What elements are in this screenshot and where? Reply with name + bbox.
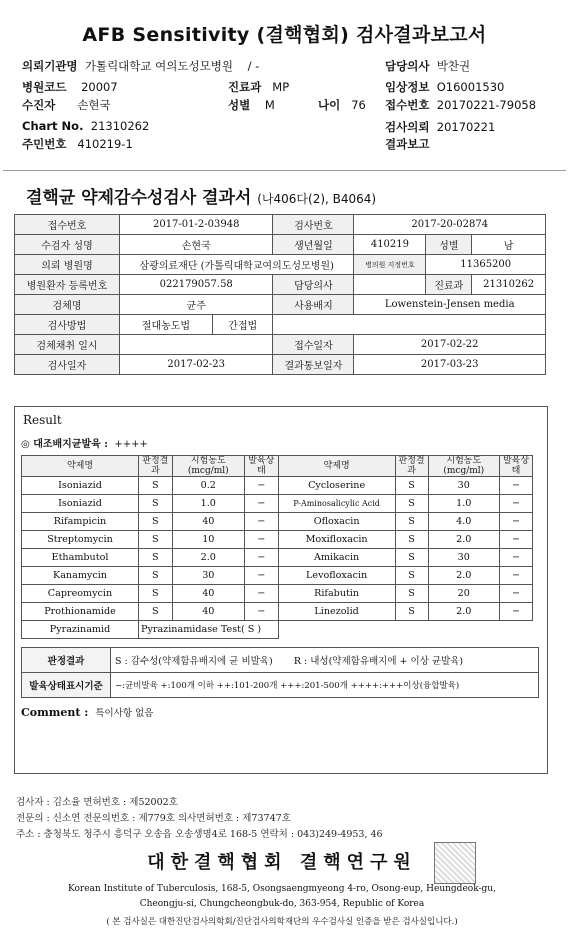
table-row: Ethambutol S 2.0 − Amikacin S 30 − — [22, 549, 533, 567]
scanned-report — [6, 178, 558, 930]
control-growth: ◎ 대조배지균발육 : ++++ — [21, 439, 148, 450]
header-field: 검사의뢰 20170221 — [385, 120, 496, 134]
result-title: Result — [23, 413, 62, 427]
organization-name: 대한결핵협회 결핵연구원 — [147, 852, 417, 873]
table-row: Streptomycin S 10 − Moxifloxacin S 2.0 − — [22, 531, 533, 549]
footer-line: 주소 : 충청북도 청주시 흥덕구 오송읍 오송생명4로 168-5 연락처 : 043)249-4953, 46 — [16, 829, 383, 840]
interpretation-table: 판정결과 S : 감수성(약제함유배지에 균 비발육) R : 내성(약제함유배지에 + 이상 균발육) 발육상태표시기준 −:균비발육 +:100개 이하 ++:101-200개 +++:201-500개 ++++:+++이상(융합발육) — [21, 647, 539, 698]
official-seal-stamp — [434, 842, 476, 884]
table-row: Capreomycin S 40 − Rifabutin S 20 − — [22, 585, 533, 603]
table-row: Rifampicin S 40 − Ofloxacin S 4.0 − — [22, 513, 533, 531]
table-row: Pyrazinamid Pyrazinamidase Test( S ) — [22, 621, 533, 639]
certification-note: ( 본 검사실은 대한진단검사의학회/진단검사의학재단의 우수검사실 인증을 받은 검사실입니다.) — [106, 917, 458, 927]
comment: Comment : 특이사항 없음 — [21, 706, 154, 719]
table-row: Isoniazid S 1.0 − P-Aminosalicylic Acid S 1.0 − — [22, 495, 533, 513]
header-field: Chart No. 21310262 — [22, 119, 150, 133]
header-field: 담당의사 박찬권 — [385, 59, 471, 73]
patient-info-table: 접수번호 2017-01-2-03948 검사번호 2017-20-02874 수검자 성명 손현국 생년월일 410219 성별 남 의뢰 병원명 삼광의료재단 (가톨릭대학교여의도성모병원) 병의원 지정번호 11365200 병원환자 등록번호 022179057.58 담당의사 진료과 21310262 검체명 균주 사용배지 Lowenstein-Jensen media 검사방법 절대농도법 간접법 검체채취 일시 접수일자 2017-02-22 검사일자 2017-02-23 결과통보일자 2017-03-23 — [14, 214, 546, 375]
header-field: 임상정보 O16001530 — [385, 80, 505, 94]
address-line: Cheongju-si, Chungcheongbuk-do, 363-954, Republic of Korea — [139, 899, 425, 909]
header-field: 주민번호 410219-1 — [22, 137, 133, 151]
header-field: 수진자 손현국 — [22, 98, 111, 112]
result-section — [14, 406, 548, 774]
drug-table: 약제명 판정결과 시험농도(mcg/ml) 발육상태 약제명 판정결과 시험농도(mcg/ml) 발육상태 Isoniazid S 0.2 − Cycloserine S 30 − Isoniazid S 1.0 − P-Aminosalicylic Acid S 1.0 − Rifampicin S 40 − Ofloxacin S 4.0 − Streptomycin S 10 − Moxifloxacin S 2.0 − Ethambutol S 2.0 − Amikacin S 30 − Kanamycin S 30 − Levofloxacin S 2.0 − Capreomycin S 40 − Rifabutin S 20 − Prothionamide S 40 − Linezolid S 2.0 − Pyrazinamid Pyrazinamidase Test( S ) — [21, 455, 533, 639]
table-row: Kanamycin S 30 − Levofloxacin S 2.0 − — [22, 567, 533, 585]
report-title: AFB Sensitivity (결핵협회) 검사결과보고서 — [82, 24, 487, 46]
header-field: 접수번호 20170221-79058 — [385, 98, 537, 112]
divider — [3, 170, 566, 171]
header-field: 나이 76 — [318, 98, 366, 112]
table-row: Isoniazid S 0.2 − Cycloserine S 30 − — [22, 477, 533, 495]
table-row: Prothionamide S 40 − Linezolid S 2.0 − — [22, 603, 533, 621]
address-line: Korean Institute of Tuberculosis, 168-5, Osongsaengmyeong 4-ro, Osong-eup, Heungdeok-gu, — [68, 884, 496, 894]
header-field: 병원코드 20007 — [22, 80, 118, 94]
header-field: 성별 M — [228, 98, 275, 112]
header-field: 진료과 MP — [228, 80, 290, 94]
header-field: 결과보고 — [385, 137, 430, 151]
header-field: 의뢰기관명 가톨릭대학교 여의도성모병원 / - — [22, 59, 260, 73]
footer-line: 전문의 : 신소연 전문의번호 : 제779호 의사면허번호 : 제73747호 — [16, 813, 291, 824]
footer-line: 검사자 : 김소율 면허번호 : 제52002호 — [16, 797, 178, 808]
scan-title: 결핵균 약제감수성검사 결과서 (나406다(2), B4064) — [26, 188, 377, 208]
